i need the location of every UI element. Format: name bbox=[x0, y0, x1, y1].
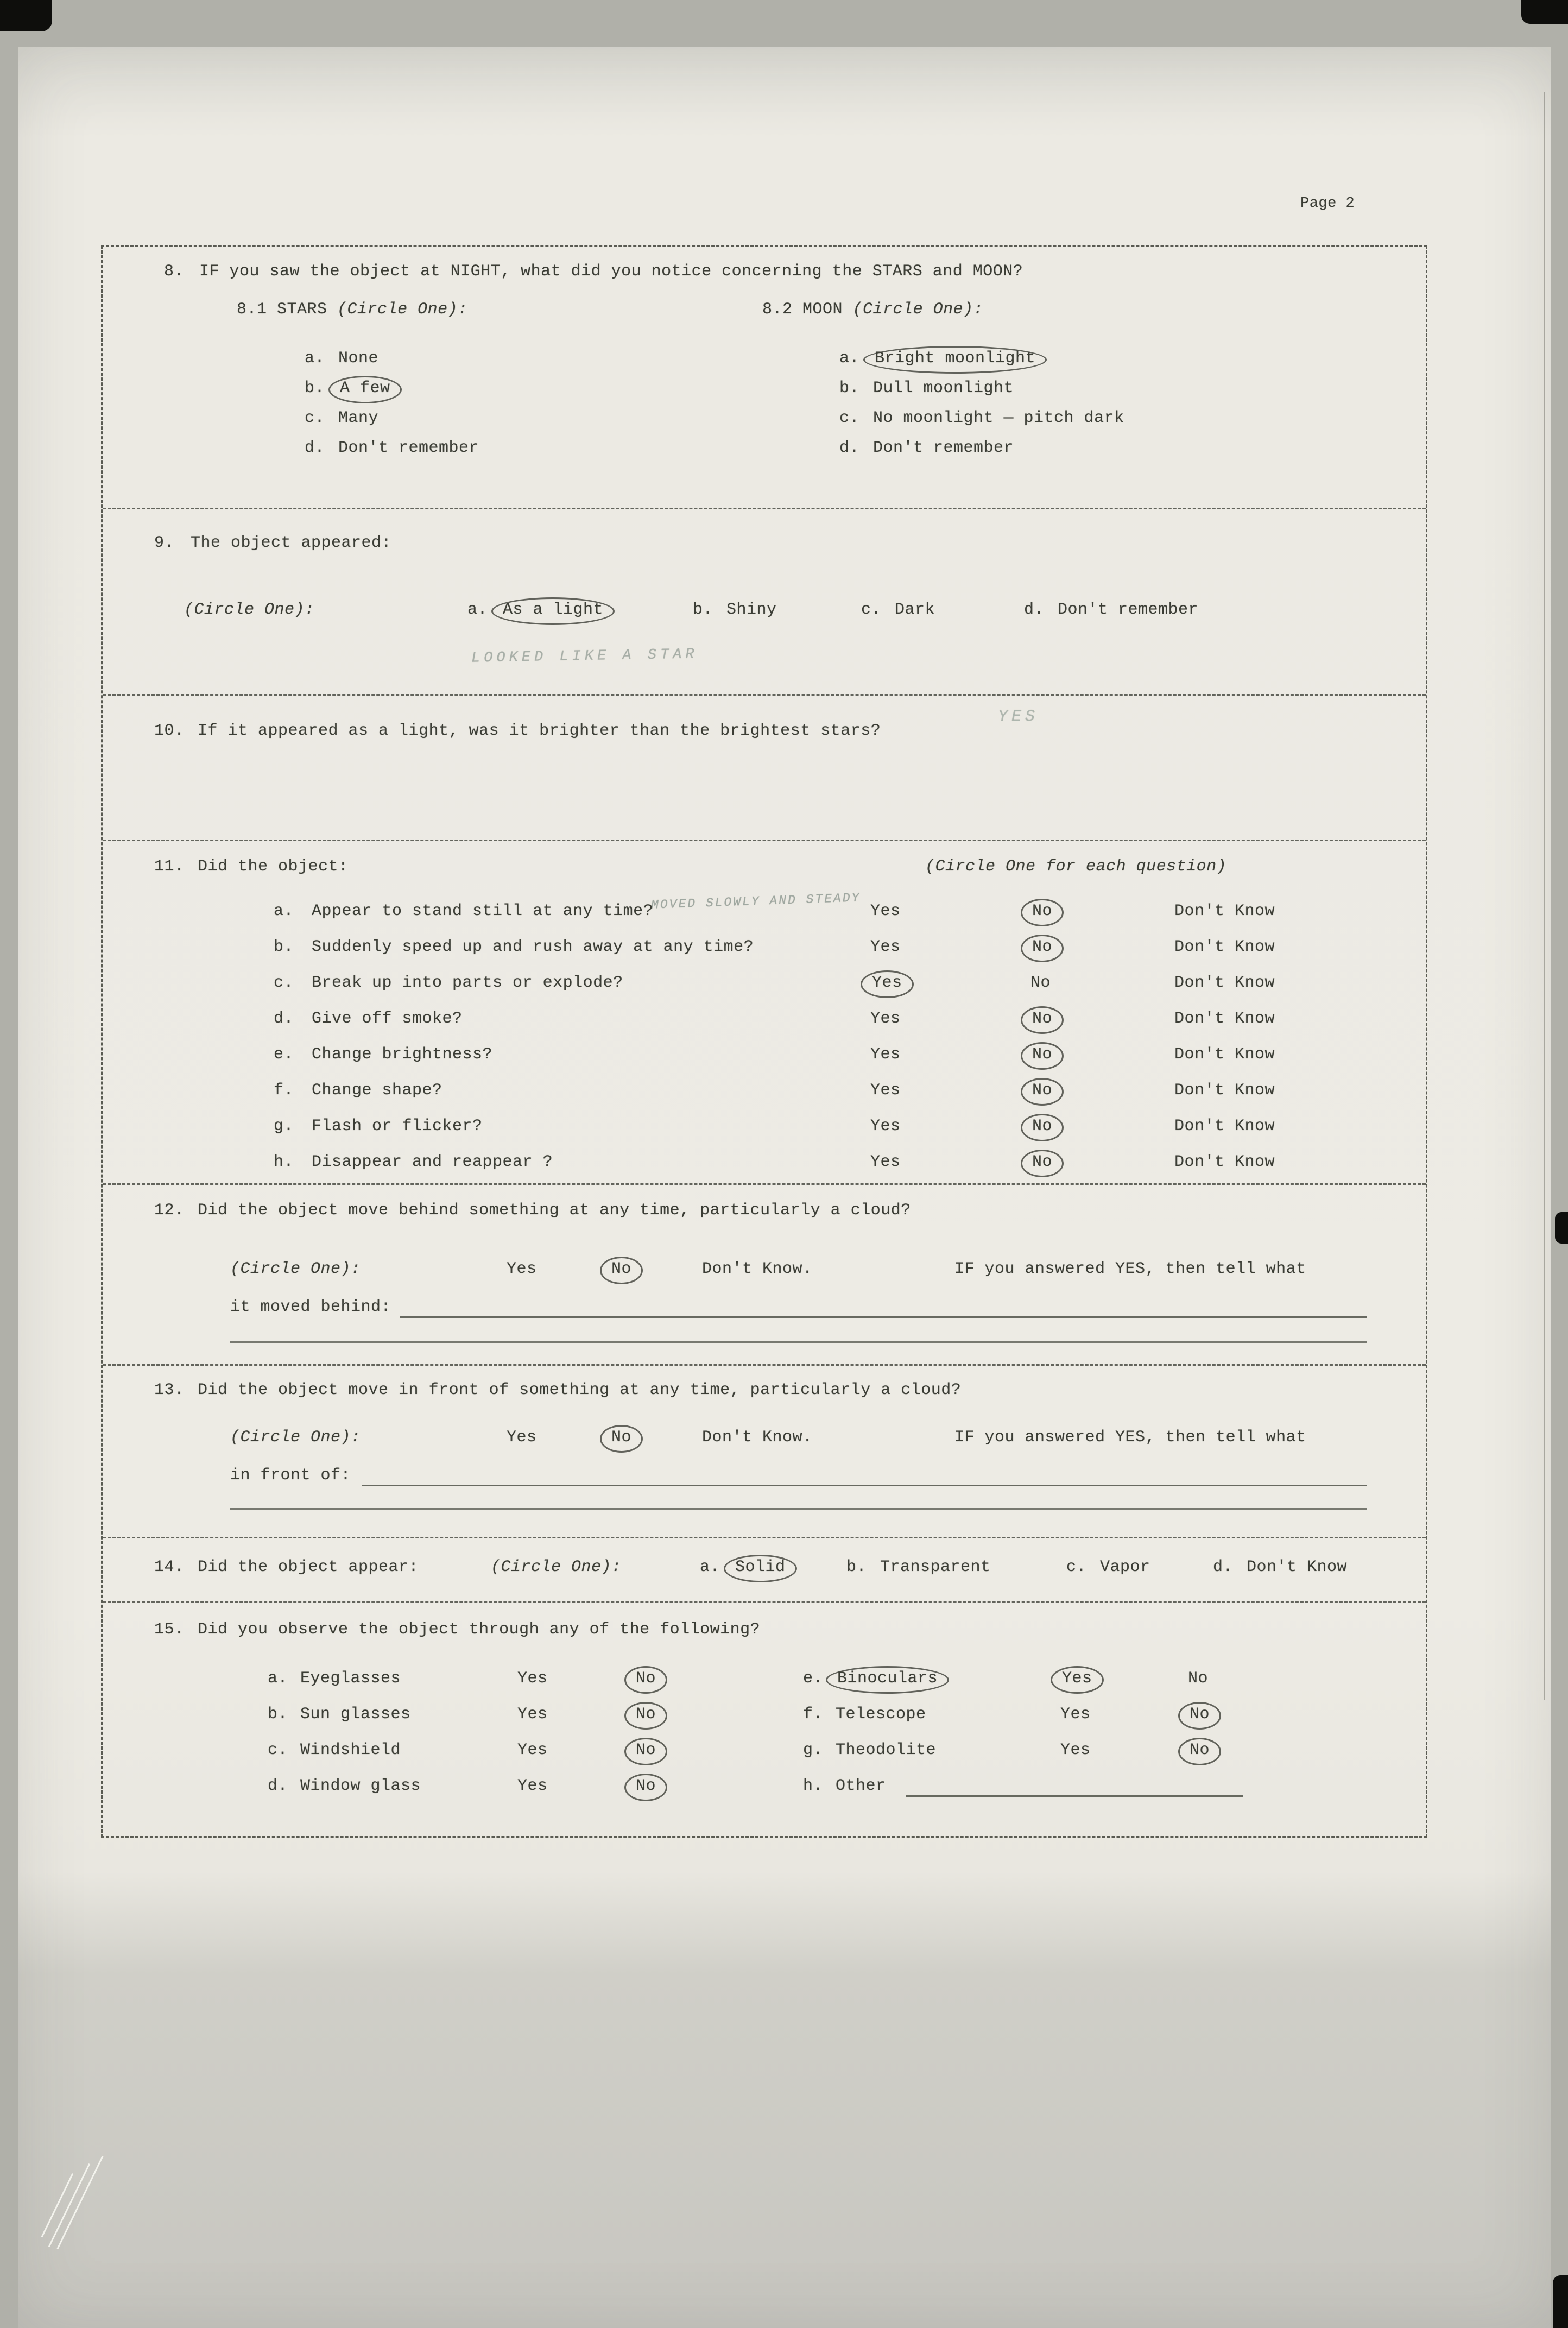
q14-circle-one: (Circle One): bbox=[491, 1558, 622, 1576]
q15-row-f-no: No bbox=[1178, 1702, 1221, 1730]
q15-row-g-yes: Yes bbox=[1060, 1741, 1091, 1759]
q8-stars-option-a bbox=[305, 349, 378, 368]
q9-option-b bbox=[693, 601, 777, 619]
q12-number: 12. bbox=[154, 1201, 185, 1220]
q15-row-d-yes: Yes bbox=[517, 1777, 548, 1795]
q8-stars-option-b bbox=[305, 379, 402, 403]
q13-yes: Yes bbox=[507, 1428, 537, 1447]
q8-moon-heading-line bbox=[762, 300, 983, 319]
q14-number: 14. bbox=[154, 1558, 185, 1576]
q12-dk: Don't Know. bbox=[702, 1260, 813, 1278]
q12-yes: Yes bbox=[507, 1260, 537, 1278]
option-letter: c. bbox=[839, 409, 860, 427]
q15-row-e-no: No bbox=[1188, 1669, 1209, 1688]
q11-row-c-question: Break up into parts or explode? bbox=[312, 974, 623, 992]
q14-question: Did the object appear: bbox=[198, 1558, 419, 1576]
q15-other-blank bbox=[906, 1777, 1243, 1797]
paper bbox=[18, 47, 1551, 2328]
option-letter: a. bbox=[467, 601, 488, 619]
q11-row-c-letter: c. bbox=[274, 974, 294, 992]
q12-circle-one: (Circle One): bbox=[230, 1260, 361, 1278]
scan-corner-mark-top-right bbox=[1521, 0, 1568, 24]
scan-scratch bbox=[48, 2163, 90, 2247]
scan-corner-mark-bottom-right bbox=[1553, 2275, 1568, 2328]
q11-row-h-question: Disappear and reappear ? bbox=[312, 1153, 553, 1171]
q11-row-a-no: No bbox=[1021, 899, 1064, 926]
option-letter: d. bbox=[1024, 601, 1045, 619]
section-q13 bbox=[103, 1366, 1426, 1538]
option-label: Don't remember bbox=[1058, 601, 1199, 619]
scan-corner-mark-top-left bbox=[0, 0, 52, 31]
q9-option-a bbox=[467, 601, 615, 625]
section-q14 bbox=[103, 1538, 1426, 1603]
q11-number: 11. bbox=[154, 857, 185, 876]
q15-row-d-no: No bbox=[624, 1774, 667, 1801]
option-letter: d. bbox=[305, 439, 325, 457]
q13-circle-one: (Circle One): bbox=[230, 1428, 361, 1447]
q12-answer-blank bbox=[400, 1298, 1367, 1318]
option-label: Don't remember bbox=[338, 439, 479, 457]
option-label: Dull moonlight bbox=[873, 379, 1014, 398]
option-label: Don't Know bbox=[1247, 1558, 1348, 1576]
option-letter: b. bbox=[839, 379, 860, 398]
q15-row-f-label: Telescope bbox=[836, 1705, 926, 1724]
scan-scratch bbox=[57, 2156, 104, 2249]
q11-row-f-letter: f. bbox=[274, 1081, 294, 1100]
option-label: Solid bbox=[724, 1555, 797, 1582]
option-letter: a. bbox=[839, 349, 860, 368]
option-label: No moonlight — pitch dark bbox=[873, 409, 1124, 427]
q15-row-g-no: No bbox=[1178, 1738, 1221, 1765]
option-letter: b. bbox=[693, 601, 713, 619]
q11-instruction: (Circle One for each question) bbox=[925, 857, 1227, 876]
q15-row-b-no: No bbox=[624, 1702, 667, 1730]
q15-row-g-letter: g. bbox=[803, 1741, 824, 1759]
q9-circle-one: (Circle One): bbox=[184, 601, 315, 619]
option-label: A few bbox=[328, 376, 402, 403]
q8-question: IF you saw the object at NIGHT, what did you notice concerning the STARS and MOON? bbox=[199, 262, 1023, 281]
q13-if-yes: IF you answered YES, then tell what bbox=[954, 1428, 1306, 1447]
paper-edge-line bbox=[1544, 92, 1545, 1700]
option-letter: b. bbox=[846, 1558, 867, 1576]
q15-row-a-yes: Yes bbox=[517, 1669, 548, 1688]
q11-row-d-dk: Don't Know bbox=[1174, 1010, 1275, 1028]
option-letter: d. bbox=[1213, 1558, 1234, 1576]
q8-moon-option-b bbox=[839, 379, 1014, 398]
q12-if-yes: IF you answered YES, then tell what bbox=[954, 1260, 1306, 1278]
q11-row-h-no: No bbox=[1021, 1150, 1064, 1177]
form-box bbox=[101, 245, 1427, 1838]
q11-row-e-yes: Yes bbox=[870, 1045, 901, 1064]
q15-row-d-label: Window glass bbox=[300, 1777, 421, 1795]
q9-number: 9. bbox=[154, 534, 175, 552]
q11-question: Did the object: bbox=[198, 857, 349, 876]
option-letter: d. bbox=[839, 439, 860, 457]
q8-stars-option-c bbox=[305, 409, 378, 427]
q11-row-a-letter: a. bbox=[274, 902, 294, 920]
section-q11 bbox=[103, 841, 1426, 1185]
option-label: Don't remember bbox=[873, 439, 1014, 457]
q15-row-b-label: Sun glasses bbox=[300, 1705, 411, 1724]
q11-row-e-question: Change brightness? bbox=[312, 1045, 493, 1064]
q11-row-e-dk: Don't Know bbox=[1174, 1045, 1275, 1064]
q15-row-b-yes: Yes bbox=[517, 1705, 548, 1724]
q11-row-c-no: No bbox=[1030, 974, 1051, 992]
q11-row-a-question: Appear to stand still at any time? bbox=[312, 902, 654, 920]
q15-row-c-no: No bbox=[624, 1738, 667, 1765]
q15-row-e-label: Binoculars bbox=[826, 1666, 949, 1694]
option-letter: c. bbox=[1066, 1558, 1087, 1576]
q11-row-a-dk: Don't Know bbox=[1174, 902, 1275, 920]
scan-edge-mark-right bbox=[1555, 1212, 1568, 1244]
q8-moon-option-a bbox=[839, 349, 1047, 374]
option-letter: a. bbox=[700, 1558, 720, 1576]
q15-number: 15. bbox=[154, 1620, 185, 1639]
q11-row-b-no: No bbox=[1021, 935, 1064, 962]
option-label: Many bbox=[338, 409, 379, 427]
q10-number: 10. bbox=[154, 722, 185, 740]
q14-option-c bbox=[1066, 1558, 1150, 1576]
q11-row-h-dk: Don't Know bbox=[1174, 1153, 1275, 1171]
q12-no: No bbox=[600, 1257, 643, 1284]
q15-row-c-label: Windshield bbox=[300, 1741, 401, 1759]
q15-row-f-yes: Yes bbox=[1060, 1705, 1091, 1724]
q8-moon-circle-one: (Circle One): bbox=[852, 300, 984, 319]
q11-row-f-no: No bbox=[1021, 1078, 1064, 1106]
q11-row-b-yes: Yes bbox=[870, 938, 901, 956]
q11-row-b-dk: Don't Know bbox=[1174, 938, 1275, 956]
q11-row-e-no: No bbox=[1021, 1042, 1064, 1070]
option-letter: b. bbox=[305, 379, 325, 398]
q8-number: 8. bbox=[164, 262, 185, 281]
q11-row-d-no: No bbox=[1021, 1006, 1064, 1034]
option-letter: c. bbox=[861, 601, 882, 619]
q12-tail: it moved behind: bbox=[230, 1298, 391, 1316]
q11-row-c-yes: Yes bbox=[861, 970, 914, 998]
q11-row-h-letter: h. bbox=[274, 1153, 294, 1171]
q15-row-h-label: Other bbox=[836, 1777, 886, 1795]
section-q12 bbox=[103, 1185, 1426, 1366]
q8-moon-option-c bbox=[839, 409, 1124, 427]
q15-row-d-letter: d. bbox=[268, 1777, 288, 1795]
q11-row-c-dk: Don't Know bbox=[1174, 974, 1275, 992]
q11-row-g-question: Flash or flicker? bbox=[312, 1117, 483, 1135]
q8-moon-heading: 8.2 MOON bbox=[762, 300, 843, 319]
q10-handwritten-answer: YES bbox=[998, 708, 1039, 726]
q13-dk: Don't Know. bbox=[702, 1428, 813, 1447]
section-q15 bbox=[103, 1603, 1426, 1836]
option-letter: a. bbox=[305, 349, 325, 368]
page-number: Page 2 bbox=[1300, 195, 1355, 212]
q9-handwritten-note: LOOKED LIKE A STAR bbox=[471, 646, 698, 667]
q15-row-a-no: No bbox=[624, 1666, 667, 1694]
q12-extra-rule bbox=[230, 1341, 1367, 1343]
q13-question: Did the object move in front of something at any time, particularly a cloud? bbox=[198, 1381, 962, 1399]
q15-row-a-label: Eyeglasses bbox=[300, 1669, 401, 1688]
q14-option-d bbox=[1213, 1558, 1347, 1576]
q9-option-d bbox=[1024, 601, 1198, 619]
q11-row-b-letter: b. bbox=[274, 938, 294, 956]
q11-row-a-yes: Yes bbox=[870, 902, 901, 920]
q11-row-g-letter: g. bbox=[274, 1117, 294, 1135]
q8-stars-circle-one: (Circle One): bbox=[337, 300, 468, 319]
q8-stars-option-d bbox=[305, 439, 479, 457]
q13-tail: in front of: bbox=[230, 1466, 351, 1485]
q13-answer-blank bbox=[362, 1466, 1367, 1486]
q11-row-d-question: Give off smoke? bbox=[312, 1010, 463, 1028]
q14-option-b bbox=[846, 1558, 991, 1576]
q13-number: 13. bbox=[154, 1381, 185, 1399]
q11-row-d-yes: Yes bbox=[870, 1010, 901, 1028]
q15-row-c-letter: c. bbox=[268, 1741, 288, 1759]
option-label: None bbox=[338, 349, 379, 368]
q10-question: If it appeared as a light, was it brighter than the brightest stars? bbox=[198, 722, 881, 740]
q11-row-e-letter: e. bbox=[274, 1045, 294, 1064]
option-label: Dark bbox=[895, 601, 935, 619]
q15-row-g-label: Theodolite bbox=[836, 1741, 937, 1759]
q14-option-a bbox=[700, 1558, 797, 1582]
q8-moon-option-d bbox=[839, 439, 1014, 457]
q11-row-f-dk: Don't Know bbox=[1174, 1081, 1275, 1100]
q11-row-h-yes: Yes bbox=[870, 1153, 901, 1171]
q15-row-e-yes: Yes bbox=[1051, 1666, 1104, 1694]
q8-stars-heading: 8.1 STARS bbox=[237, 300, 327, 319]
option-label: Transparent bbox=[880, 1558, 991, 1576]
option-label: Shiny bbox=[726, 601, 777, 619]
q11-row-f-question: Change shape? bbox=[312, 1081, 442, 1100]
q11-handwritten-note: MOVED SLOWLY AND STEADY bbox=[650, 891, 861, 912]
section-q10 bbox=[103, 696, 1426, 841]
q15-row-c-yes: Yes bbox=[517, 1741, 548, 1759]
q11-row-d-letter: d. bbox=[274, 1010, 294, 1028]
q15-row-e-letter: e. bbox=[803, 1669, 824, 1688]
section-q8 bbox=[103, 247, 1426, 509]
q15-row-h-letter: h. bbox=[803, 1777, 824, 1795]
q11-row-f-yes: Yes bbox=[870, 1081, 901, 1100]
section-q9 bbox=[103, 509, 1426, 696]
q9-option-c bbox=[861, 601, 935, 619]
q11-row-b-question: Suddenly speed up and rush away at any time? bbox=[312, 938, 754, 956]
option-label: As a light bbox=[491, 597, 615, 625]
q11-row-g-yes: Yes bbox=[870, 1117, 901, 1135]
q15-row-a-letter: a. bbox=[268, 1669, 288, 1688]
q11-row-g-no: No bbox=[1021, 1114, 1064, 1141]
q9-question: The object appeared: bbox=[191, 534, 392, 552]
option-letter: c. bbox=[305, 409, 325, 427]
q13-extra-rule bbox=[230, 1508, 1367, 1510]
q15-question: Did you observe the object through any of the following? bbox=[198, 1620, 761, 1639]
q15-row-b-letter: b. bbox=[268, 1705, 288, 1724]
q15-row-f-letter: f. bbox=[803, 1705, 824, 1724]
option-label: Vapor bbox=[1100, 1558, 1150, 1576]
q11-row-g-dk: Don't Know bbox=[1174, 1117, 1275, 1135]
option-label: Bright moonlight bbox=[863, 346, 1047, 374]
q8-stars-heading-line bbox=[237, 300, 468, 319]
q12-question: Did the object move behind something at any time, particularly a cloud? bbox=[198, 1201, 911, 1220]
q13-no: No bbox=[600, 1425, 643, 1453]
